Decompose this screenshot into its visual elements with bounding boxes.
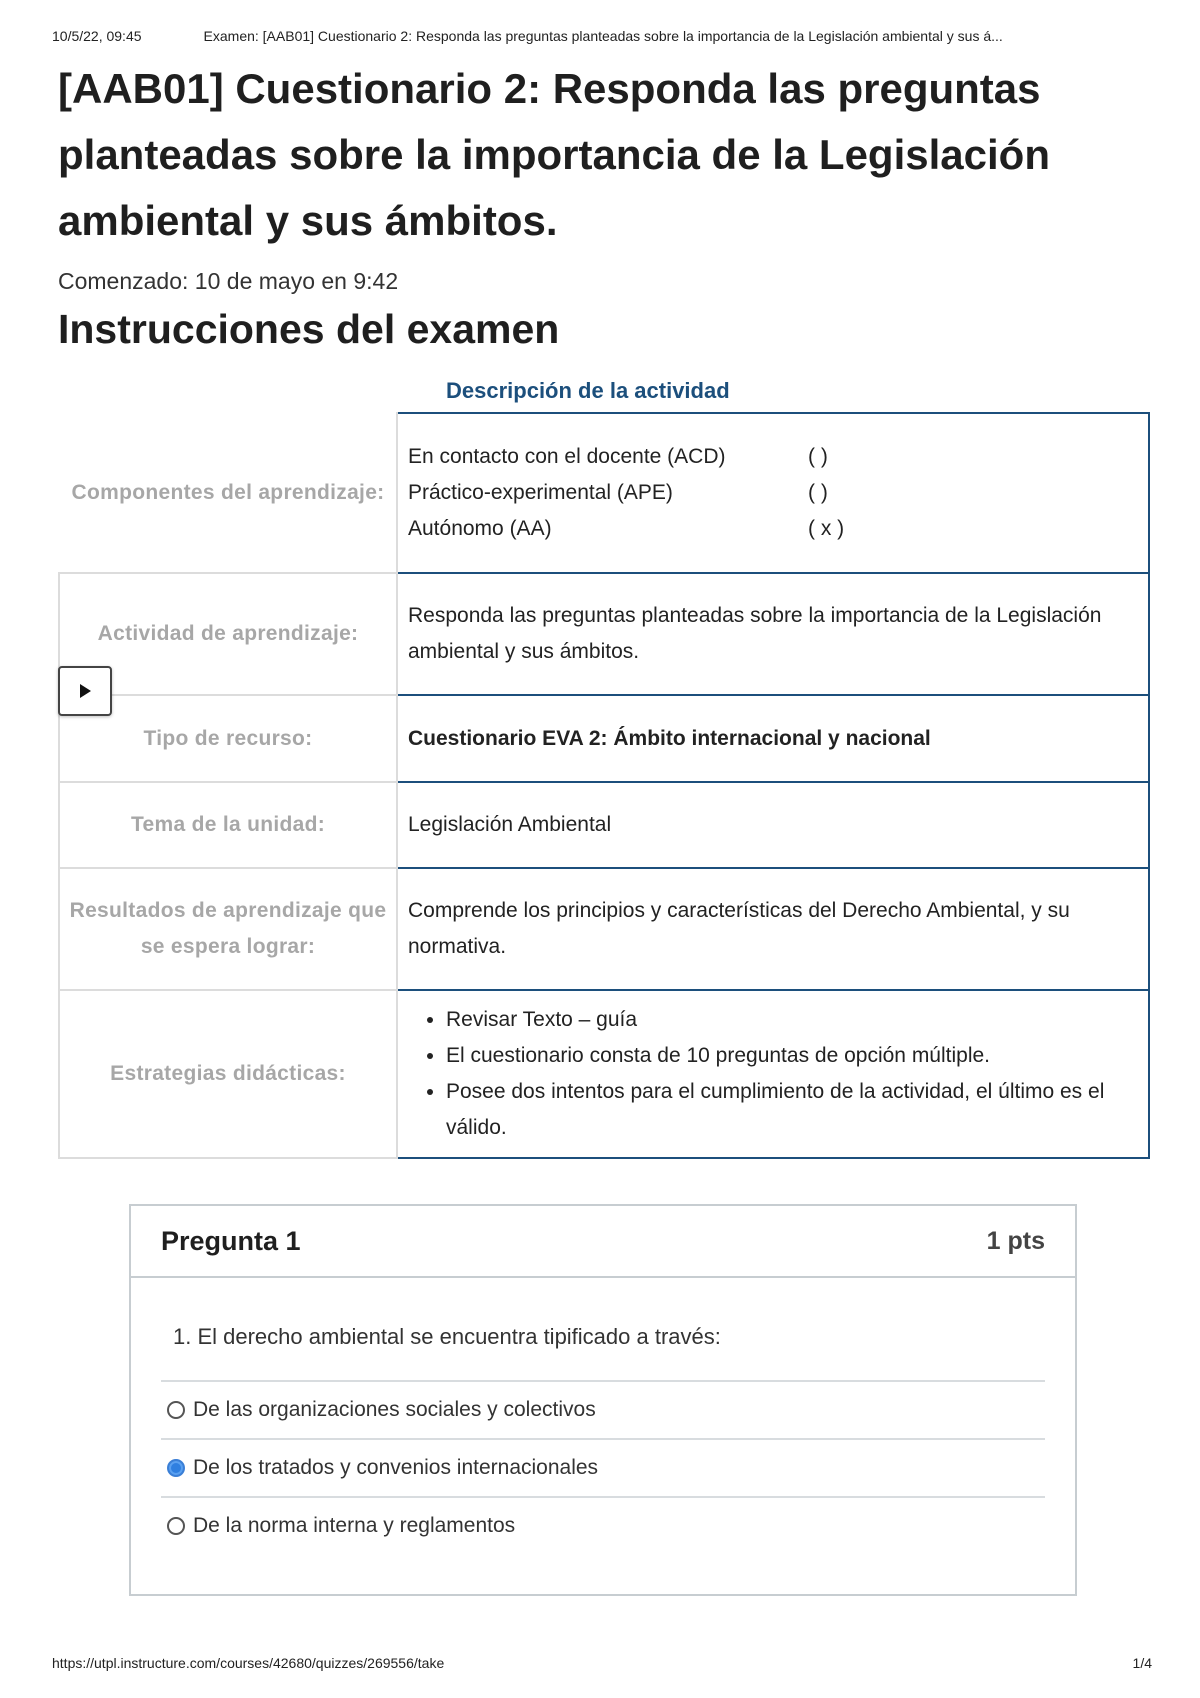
answer-option[interactable]: [161, 1496, 1045, 1554]
resource-label: Tipo de recurso:: [59, 695, 397, 782]
list-item: • Revisar Texto – guía: [446, 1002, 1138, 1038]
answer-label: De los tratados y convenios internacionales: [193, 1456, 599, 1479]
print-footer: [52, 1655, 1152, 1671]
radio-button[interactable]: [167, 1401, 185, 1419]
component-name: Práctico-experimental (APE): [408, 481, 673, 504]
radio-button-selected[interactable]: [167, 1459, 185, 1477]
question-text: 1. El derecho ambiental se encuentra tipificado a través:: [173, 1324, 721, 1349]
component-mark: ( x ): [808, 517, 845, 540]
components-value: [397, 413, 1149, 573]
results-label: Resultados de aprendizaje que se espera lograr:: [59, 868, 397, 990]
activity-description-table: [58, 412, 1150, 1159]
table-caption: Descripción de la actividad: [446, 378, 730, 403]
component-line: [408, 439, 1138, 475]
component-name: Autónomo (AA): [408, 517, 552, 540]
play-icon: [78, 683, 92, 699]
topic-value: Legislación Ambiental: [397, 782, 1149, 868]
table-row: [59, 695, 1149, 782]
table-row: [59, 573, 1149, 695]
print-header: [52, 28, 1152, 44]
answer-option[interactable]: [161, 1438, 1045, 1496]
table-row: [59, 990, 1149, 1158]
results-value: Comprende los principios y características del Derecho Ambiental, y su normativa.: [397, 868, 1149, 990]
answer-option[interactable]: [161, 1380, 1045, 1438]
component-line: [408, 511, 1138, 547]
question-body: [131, 1278, 1075, 1554]
component-name: En contacto con el docente (ACD): [408, 445, 726, 468]
table-row: [59, 413, 1149, 573]
question-title: Pregunta 1: [161, 1225, 301, 1256]
list-item: • El cuestionario consta de 10 preguntas de opción múltiple.: [446, 1038, 1138, 1074]
print-datetime: 10/5/22, 09:45: [52, 28, 142, 44]
activity-label: Actividad de aprendizaje:: [59, 573, 397, 695]
components-label: Componentes del aprendizaje:: [59, 413, 397, 573]
radio-button[interactable]: [167, 1517, 185, 1535]
topic-label: Tema de la unidad:: [59, 782, 397, 868]
table-row: [59, 868, 1149, 990]
page-title: [AAB01] Cuestionario 2: Responda las preguntas planteadas sobre la importancia de la Legislación ambiental y sus ámbitos.: [58, 65, 1050, 244]
component-mark: ( ): [808, 481, 828, 504]
question-card: [129, 1204, 1077, 1596]
component-mark: ( ): [808, 445, 828, 468]
answer-label: De la norma interna y reglamentos: [193, 1514, 516, 1537]
question-points: 1 pts: [986, 1226, 1045, 1255]
strategies-label: Estrategias didácticas:: [59, 990, 397, 1158]
strategies-list: [408, 1002, 1138, 1146]
list-item: • Posee dos intentos para el cumplimiento de la actividad, el último es el válido.: [446, 1074, 1138, 1146]
table-row: [59, 782, 1149, 868]
activity-value: Responda las preguntas planteadas sobre la importancia de la Legislación ambiental y sus ámbitos.: [397, 573, 1149, 695]
strategies-value: [397, 990, 1149, 1158]
started-time: Comenzado: 10 de mayo en 9:42: [58, 268, 399, 294]
question-header: [131, 1206, 1075, 1278]
component-line: [408, 475, 1138, 511]
media-play-button[interactable]: [58, 666, 112, 716]
print-url: https://utpl.instructure.com/courses/42680/quizzes/269556/take: [52, 1655, 445, 1671]
print-page-number: 1/4: [1132, 1655, 1152, 1671]
resource-value: Cuestionario EVA 2: Ámbito internacional y nacional: [397, 695, 1149, 782]
instructions-heading: Instrucciones del examen: [58, 306, 560, 352]
print-page-title: Examen: [AAB01] Cuestionario 2: Responda las preguntas planteadas sobre la importancia de la Legislación ambiental y sus á...: [203, 28, 1003, 44]
answer-label: De las organizaciones sociales y colectivos: [193, 1398, 596, 1421]
